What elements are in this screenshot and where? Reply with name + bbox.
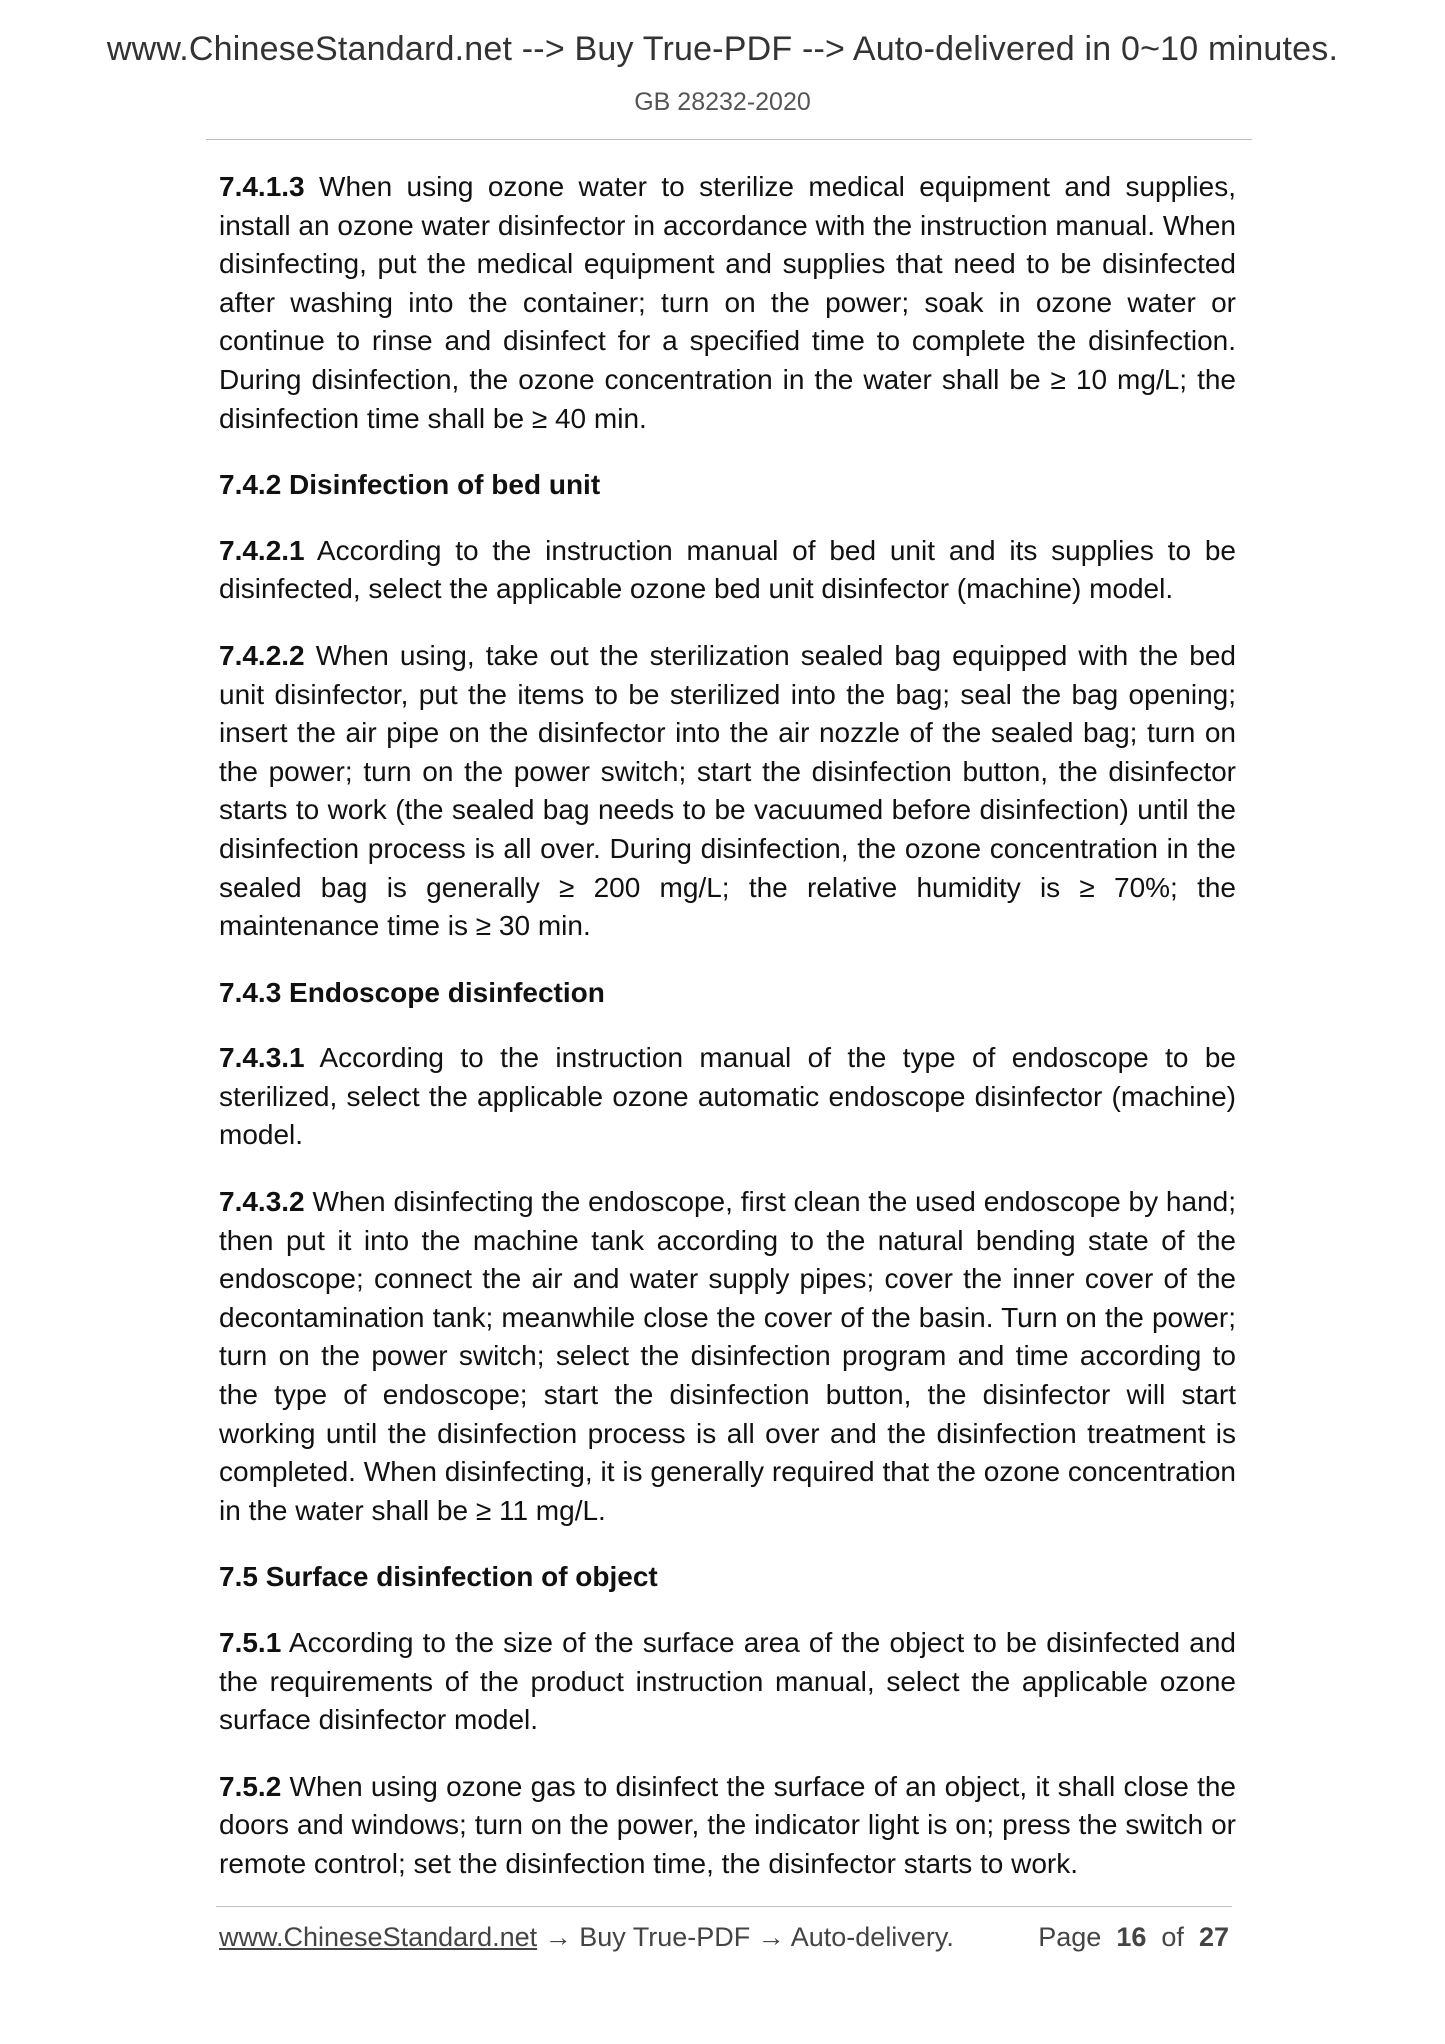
footer-divider — [216, 1906, 1232, 1907]
footer-left — [219, 1922, 954, 1953]
clause-text: According to the instruction manual of the type of endoscope to be sterilized, select the applicable ozone automatic endoscope disinfector (machine) model. — [219, 1042, 1236, 1151]
standard-code: GB 28232-2020 — [634, 88, 811, 116]
section-heading-7-4-3: 7.4.3 Endoscope disinfection — [219, 976, 605, 1008]
page-word: Page — [1038, 1922, 1102, 1952]
clause-7-4-3-1 — [219, 1039, 1236, 1155]
clause-text: According to the size of the surface area of the object to be disinfected and the requirements of the product instruction manual, select the applicable ozone surface disinfector model. — [219, 1627, 1236, 1736]
clause-text: When disinfecting the endoscope, first clean the used endoscope by hand; then put it into the machine tank according to the natural bending state of the endoscope; connect the air and water supply pipes; cover the inner cover of the decontamination tank; meanwhile close the cover of the basin. Turn on the power; turn on the power switch; select the disinfection program and time according to the type of endoscope; start the disinfection button, the disinfector will start working until the disinfection process is all over and the disinfection treatment is completed. When disinfecting, it is generally required that the ozone concentration in the water shall be ≥ 11 mg/L. — [219, 1186, 1236, 1526]
clause-number: 7.4.2.1 — [219, 534, 305, 566]
clause-number: 7.4.3.2 — [219, 1186, 305, 1218]
clause-number: 7.5.2 — [219, 1770, 282, 1802]
clause-7-5-1 — [219, 1624, 1236, 1740]
header-divider — [206, 139, 1252, 140]
clause-text: When using, take out the sterilization sealed bag equipped with the bed unit disinfector, put the items to be sterilized into the bag; seal the bag opening; insert the air pipe on the disinfector into the air nozzle of the sealed bag; turn on the power; turn on the power switch; start the disinfection button, the disinfector starts to work (the sealed bag needs to be vacuumed before disinfection) until the disinfection process is all over. During disinfection, the ozone concentration in the sealed bag is generally ≥ 200 mg/L; the relative humidity is ≥ 70%; the maintenance time is ≥ 30 min. — [219, 639, 1236, 942]
footer-tagline: → Buy True-PDF → Auto-delivery. — [537, 1922, 954, 1952]
page-footer — [219, 1922, 1229, 1958]
clause-number: 7.5.1 — [219, 1627, 282, 1658]
page-number: 16 — [1116, 1922, 1147, 1952]
clause-7-4-3-2 — [219, 1183, 1236, 1530]
site-link[interactable]: www.ChineseStandard.net — [219, 1922, 538, 1952]
clause-7-4-1-3 — [219, 168, 1236, 438]
clause-number: 7.4.1.3 — [219, 171, 305, 202]
clause-7-4-2-2 — [219, 637, 1236, 946]
total-pages: 27 — [1198, 1922, 1229, 1952]
clause-7-5-2 — [219, 1768, 1236, 1884]
clause-text: When using ozone water to sterilize medical equipment and supplies, install an ozone water disinfector in accordance with the instruction manual. When disinfecting, put the medical equipment and supplies that need to be disinfected after washing into the container; turn on the power; soak in ozone water or continue to rinse and disinfect for a specified time to complete the disinfection. During disinfection, the ozone concentration in the water shall be ≥ 10 mg/L; the disinfection time shall be ≥ 40 min. — [219, 171, 1236, 434]
clause-number: 7.4.2.2 — [219, 639, 305, 671]
clause-number: 7.4.3.1 — [219, 1042, 305, 1074]
header-banner: www.ChineseStandard.net --> Buy True-PDF --> Auto-delivered in 0~10 minutes. — [106, 30, 1339, 68]
clause-text: According to the instruction manual of bed unit and its supplies to be disinfected, select the applicable ozone bed unit disinfector (machine) model. — [219, 534, 1236, 605]
of-word: of — [1161, 1922, 1184, 1952]
clause-7-4-2-1 — [219, 532, 1236, 609]
section-heading-7-5: 7.5 Surface disinfection of object — [219, 1561, 658, 1593]
clause-text: When using ozone gas to disinfect the surface of an object, it shall close the doors and windows; turn on the power, the indicator light is on; press the switch or remote control; set the disinfection time, the disinfector starts to work. — [219, 1770, 1236, 1879]
page-indicator — [1038, 1922, 1229, 1953]
section-heading-7-4-2: 7.4.2 Disinfection of bed unit — [219, 469, 601, 501]
document-body — [219, 168, 1236, 1912]
